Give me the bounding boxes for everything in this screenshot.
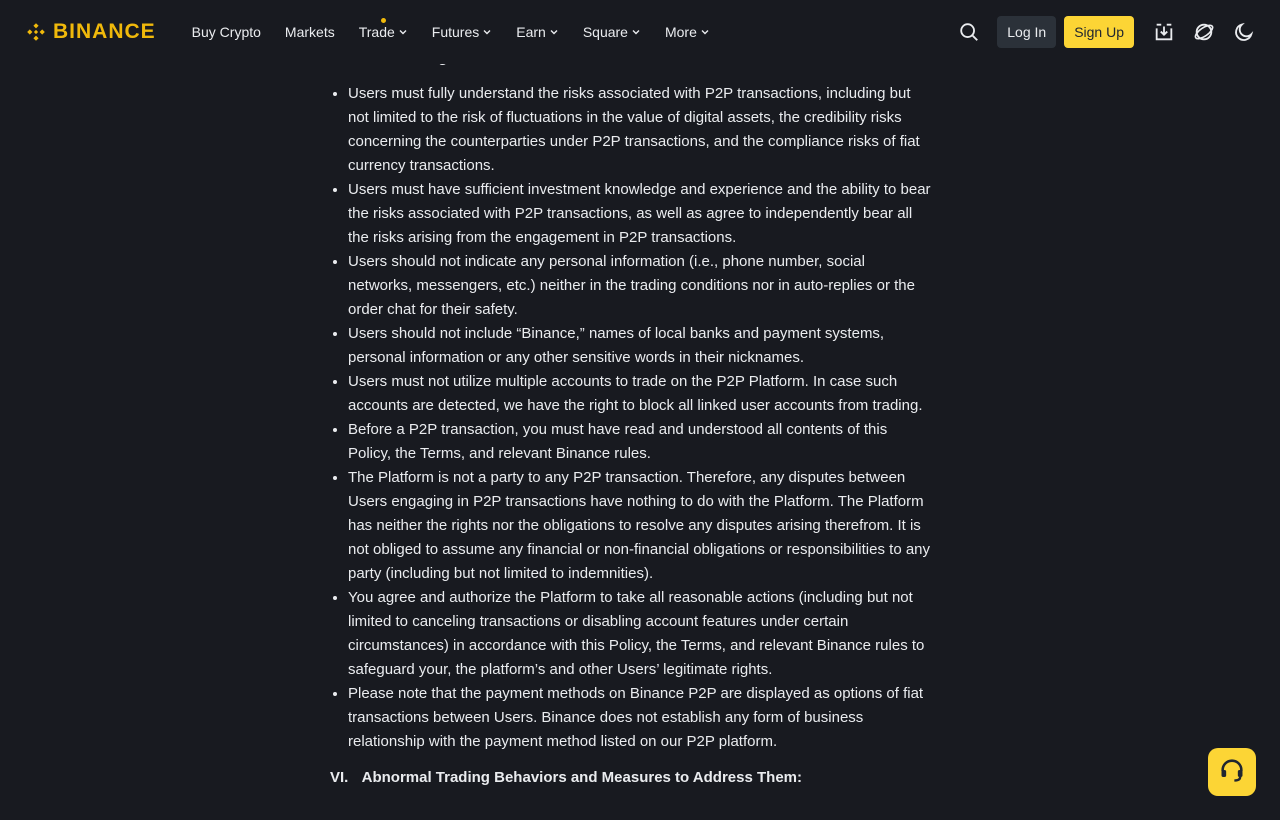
chevron-down-icon [631, 27, 641, 37]
header-tools [957, 0, 1256, 64]
binance-logo[interactable] [24, 20, 156, 44]
nav-square[interactable] [571, 0, 653, 64]
nav-earn[interactable] [504, 0, 571, 64]
nav-label: Markets [284, 24, 335, 40]
nav-markets[interactable] [273, 0, 347, 64]
search-icon[interactable] [957, 20, 981, 44]
list-item: • Users must fully understand the risks associated with P2P transactions, including but not limited to the risk of fluctuations in the value of digital assets, the credibility risks concerning the counterparties under P2P transactions, and the compliance risks of fiat currency transactions. [348, 82, 932, 178]
list-item: • Users should not indicate any personal information (i.e., phone number, social networks, messengers, etc.) neither in the trading conditions nor in auto-replies or the order chat for their safety. [348, 250, 932, 322]
headset-icon [1218, 756, 1246, 789]
nav-trade[interactable] [347, 0, 420, 64]
nav-futures[interactable] [420, 0, 504, 64]
list-item: • Please note that the payment methods on Binance P2P are displayed as options of fiat transactions between Users. Binance does not establish any form of business relationship with the payment method listed on our P2P platform. [348, 682, 932, 754]
main-nav [180, 0, 722, 64]
binance-logo-icon [24, 20, 48, 44]
nav-label: Buy Crypto [191, 24, 261, 40]
nav-label: Square [582, 24, 628, 40]
logo-text: BINANCE [53, 20, 156, 43]
nav-label: Trade [358, 24, 395, 40]
chevron-down-icon [398, 27, 408, 37]
notification-dot [381, 18, 386, 23]
nav-label: Earn [516, 24, 546, 40]
chevron-down-icon [700, 27, 710, 37]
support-button[interactable] [1208, 748, 1256, 796]
nav-label: More [664, 24, 697, 40]
list-item: • You agree and authorize the Platform to take all reasonable actions (including but not limited to canceling transactions or disabling account features under certain circumstances) in accordance with this Policy, the Terms, and relevant Binance rules to safeguard your, the platform’s and other Users’ legitimate rights. [348, 586, 932, 682]
list-item: • Before a P2P transaction, you must have read and understood all contents of this Policy, the Terms, and relevant Binance rules. [348, 418, 932, 466]
download-icon[interactable] [1152, 20, 1176, 44]
globe-icon[interactable] [1192, 20, 1216, 44]
nav-more[interactable] [653, 0, 722, 64]
section-title: Abnormal Trading Behaviors and Measures to Address Them: [361, 769, 803, 786]
list-item: • Users should not include “Binance,” names of local banks and payment systems, personal information or any other sensitive words in their nicknames. [348, 322, 932, 370]
policy-content [328, 46, 932, 802]
login-button[interactable]: Log In [997, 16, 1056, 48]
nav-buy-crypto[interactable] [180, 0, 273, 64]
section-number: VI. [330, 769, 349, 786]
nav-label: Futures [431, 24, 480, 40]
chevron-down-icon [482, 27, 492, 37]
chevron-down-icon [549, 27, 559, 37]
risk-warning-list [328, 82, 932, 754]
moon-icon[interactable] [1232, 20, 1256, 44]
list-item: • The Platform is not a party to any P2P transaction. Therefore, any disputes between Users engaging in P2P transactions have nothing to do with the Platform. The Platform has neither the rights nor the obligations to resolve any disputes arising therefrom. It is not obliged to assume any financial or non-financial obligations or responsibilities to any party (including but not limited to indemnities). [348, 466, 932, 586]
signup-button[interactable]: Sign Up [1064, 16, 1134, 48]
list-item: • Users must not utilize multiple accounts to trade on the P2P Platform. In case such accounts are detected, we have the right to block all linked user accounts from trading. [348, 370, 932, 418]
top-header [0, 0, 1280, 64]
list-item: • Users must have sufficient investment knowledge and experience and the ability to bear the risks associated with P2P transactions, as well as agree to independently bear all the risks arising from the engagement in P2P transactions. [348, 178, 932, 250]
section-heading-abnormal-trading [330, 766, 932, 790]
